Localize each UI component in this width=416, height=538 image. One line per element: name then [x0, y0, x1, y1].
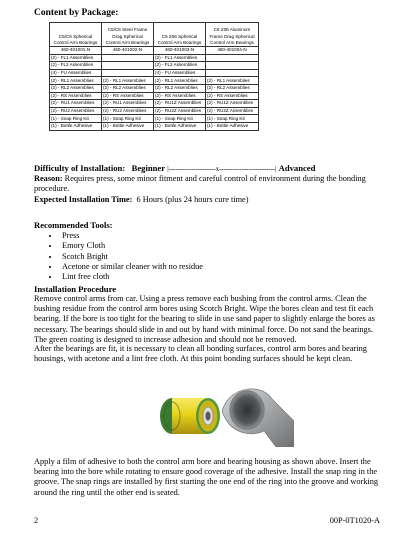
table-cell: (2) - RU1 Assemblies — [50, 100, 102, 108]
difficulty-line — [34, 163, 386, 174]
list-item: • Scotch Bright — [60, 252, 203, 262]
header-c5c6-steel-frame: C5/C6 Steel Frame Drag Spherical Control Arm Bearings — [102, 23, 154, 47]
table-cell — [102, 69, 154, 77]
difficulty-reason — [34, 174, 386, 194]
table-cell: (2) - RL1 Assemblies — [206, 77, 259, 85]
control-arm-bore — [230, 391, 264, 429]
table-cell: (2) - RU1 Assemblies — [102, 100, 154, 108]
table-row — [50, 69, 259, 77]
table-cell: (2) - FL2 Assemblies — [50, 62, 102, 70]
table-cell: (2) - RS Assemblies — [206, 92, 259, 100]
table-cell — [102, 62, 154, 70]
table-cell: 460-401003-N — [154, 47, 206, 55]
table-cell: (1) - Snap Ring Kit — [50, 115, 102, 123]
difficulty-scale: |---------------------x-------------------------| — [167, 165, 277, 173]
table-cell — [206, 54, 259, 62]
content-title: Content by Package: — [34, 8, 119, 18]
table-cell: (2) - RL1 Assemblies — [154, 77, 206, 85]
table-cell: (1) - Snap Ring Kit — [154, 115, 206, 123]
tools-list — [34, 231, 203, 282]
header-c6z06-aluminum: C6 Z06 Aluminum Frame Drag Spherical Control Arm Bearings — [206, 23, 259, 47]
table-cell — [206, 62, 259, 70]
table-row — [50, 115, 259, 123]
reason-label: Reason: — [34, 174, 63, 184]
list-item: • Lint free cloth — [60, 272, 203, 282]
table-row — [50, 84, 259, 92]
table-cell: (2) - RU2Z Assemblies — [154, 107, 206, 115]
reason-text: Requires press, some minor fitment and careful control of environment during the bonding procedure. — [34, 174, 366, 194]
difficulty-advanced: Advanced — [278, 163, 316, 173]
table-cell: 460-401002-N — [102, 47, 154, 55]
table-row — [50, 47, 259, 55]
table-cell: (2) - RL1 Assemblies — [102, 77, 154, 85]
bearing-inner-sleeve — [205, 411, 210, 420]
install-time — [34, 195, 386, 205]
table-cell: (1) - Snap Ring Kit — [102, 115, 154, 123]
table-cell: (2) - RU1Z Assemblies — [206, 100, 259, 108]
table-cell: (2) - RL2 Assemblies — [154, 84, 206, 92]
bearing-installation-figure — [126, 381, 294, 447]
list-item: • Press — [60, 231, 203, 241]
table-cell: (1) - Bottle Adhesive — [154, 122, 206, 130]
table-cell: (2) - FL1 Assemblies — [50, 54, 102, 62]
table-cell: 460-401004-N — [206, 47, 259, 55]
procedure-paragraph-1: Remove control arms from car. Using a press remove each bushing from the control arms. Clean the bushing residue from the control arm bores using Scotch Bright. Wipe the bores clean and test fit each bearing. If the bore is too tight for the bearing to slide in use sand paper to slightly enlarge the bores as necessary. The bearings should slide in and out by hand with minimal force. Do not sand the bearings. The green coating is designed to increase adhesion and should not be removed. — [34, 294, 375, 344]
table-cell: (2) - RU1Z Assemblies — [154, 100, 206, 108]
page-number: 2 — [34, 516, 39, 525]
table-cell: (2) - RU2 Assemblies — [50, 107, 102, 115]
difficulty-section — [34, 163, 386, 195]
install-time-value: 6 Hours (plus 24 hours cure time) — [136, 195, 249, 204]
table-row — [50, 92, 259, 100]
list-item: • Acetone or similar cleaner with no residue — [60, 262, 203, 272]
table-cell: (2) - RU2Z Assemblies — [206, 107, 259, 115]
table-cell: (2) - FL2 Assemblies — [154, 62, 206, 70]
table-cell: (1) - Bottle Adhesive — [102, 122, 154, 130]
table-row — [50, 77, 259, 85]
table-cell: (1) - Bottle Adhesive — [206, 122, 259, 130]
header-c6z06-spherical: C6 Z06 Spherical Control Arm Bearings — [154, 23, 206, 47]
tools-heading: Recommended Tools: — [34, 220, 113, 230]
table-cell: (2) - RL2 Assemblies — [102, 84, 154, 92]
table-cell: (2) - RU2 Assemblies — [102, 107, 154, 115]
package-table — [49, 22, 259, 131]
table-cell: (4) - FU Assemblies — [50, 69, 102, 77]
document-id: 00P-0T1020-A — [329, 516, 380, 525]
procedure-paragraph-3: Apply a film of adhesive to both the control arm bore and bearing housing as shown above. Insert the bearing into the bore while rotating to ensure good coverage of the adhesive. Install the snap ring in the groove. The snap rings are installed by first starting the one end of the ring into the groove and working around the ring until the other end is seated. — [34, 457, 379, 497]
table-cell: (2) - RL2 Assemblies — [206, 84, 259, 92]
table-cell: (4) - FU Assemblies — [154, 69, 206, 77]
table-cell: (2) - RS Assemblies — [102, 92, 154, 100]
table-cell: (2) - FL1 Assemblies — [154, 54, 206, 62]
procedure-paragraph-2: After the bearings are fit, it is necessary to clean all bonding surfaces, control arm bores and bearing housings, with acetone and a lint free cloth. At this point bonding surfaces should be kept clean. — [34, 344, 367, 364]
table-cell — [206, 69, 259, 77]
table-cell: 460-401001-N — [50, 47, 102, 55]
table-cell — [102, 54, 154, 62]
table-cell: (2) - RL1 Assemblies — [50, 77, 102, 85]
procedure-heading: Installation Procedure — [34, 284, 117, 294]
table-row — [50, 54, 259, 62]
table-cell: (1) - Snap Ring Kit — [206, 115, 259, 123]
table-row — [50, 62, 259, 70]
table-row — [50, 100, 259, 108]
table-cell: (2) - RL2 Assemblies — [50, 84, 102, 92]
list-item: • Emory Cloth — [60, 241, 203, 251]
install-time-label: Expected Installation Time: — [34, 195, 133, 204]
table-cell: (2) - RS Assemblies — [50, 92, 102, 100]
table-cell: (1) - Bottle Adhesive — [50, 122, 102, 130]
difficulty-label: Difficulty of Installation: — [34, 163, 126, 173]
table-row — [50, 122, 259, 130]
table-row — [50, 107, 259, 115]
table-cell: (2) - RS Assemblies — [154, 92, 206, 100]
header-c5c6-spherical: C5/C6 Spherical Control Arm Bearings — [50, 23, 102, 47]
difficulty-beginner: Beginner — [131, 163, 166, 173]
